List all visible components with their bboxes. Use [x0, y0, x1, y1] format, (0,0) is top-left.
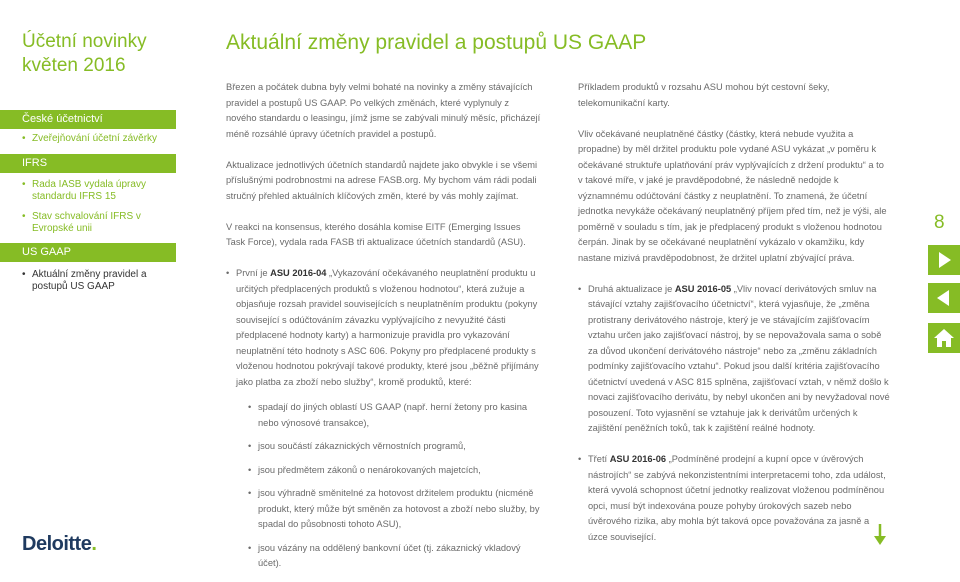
asu-2016-04-item	[226, 266, 541, 572]
deloitte-logo	[22, 533, 96, 556]
logo-dot: .	[91, 533, 97, 555]
examples-paragraph: Příkladem produktů v rozsahu ASU mohou být cestovní šeky, telekomunikační karty.	[578, 82, 830, 108]
logo-text: Deloitte	[22, 533, 92, 555]
next-arrow-icon	[928, 245, 960, 275]
right-column	[578, 80, 890, 561]
asu-2016-05-item	[578, 282, 890, 437]
asu-2016-06-item	[578, 452, 890, 545]
section-header-ifrs[interactable]: IFRS	[0, 154, 176, 173]
prev-arrow-icon	[928, 283, 960, 313]
exclusions-list	[236, 400, 541, 572]
asu-2016-04-pre: První je	[236, 268, 271, 278]
left-column	[226, 80, 541, 582]
page-number: 8	[934, 212, 945, 233]
fasb-paragraph: Aktualizace jednotlivých účetních standardů najdete jako obvykle i se všemi příslušnými podrobnostmi na adrese FASB.org. My bychom vám rádi podali stručný přehled aktuálních klíčových změn, které by vás mohly zajímat.	[226, 159, 538, 201]
prev-page-button[interactable]	[928, 283, 960, 313]
asu-2016-05-pre: Druhá aktualizace je	[588, 283, 675, 294]
sidebar-item-usgaap-current[interactable]: • Aktuální změny pravidel a postupů US GAAP	[22, 269, 172, 293]
asu-2016-06-text: „Podmíněné prodejní a kupní opce v úvěrových nástrojích“ se zabývá nekonzistentními interpretacemi toho, zda událost, která vyvolá schopnost účetní jednotky realizovat vloženou podmíněnou opci, musí být indexována pouze pohyby úrokových sazeb nebo úvěrového rizika, aby mohla být taková opce považována za jasně a úzce související.	[588, 454, 886, 542]
sidebar	[0, 0, 176, 582]
intro-paragraph: Březen a počátek dubna byly velmi bohaté na novinky a změny stávajících pravidel a postupů US GAAP. Po velkých změnách, které vyplynuly z nového standardu o leasingu, jímž jsme se zabývali minulý měsíc, přicházejí méně rozsáhlé úpravy účetních pravidel a postupů.	[226, 82, 541, 139]
newsletter-title-line2: květen 2016	[22, 55, 126, 76]
breakage-paragraph: Vliv očekávané neuplatněné částky (částky, která nebude využita a propadne) by měl držitel produktu pole vydané ASU vykázat „v poměru k očekávané struktuře uplatňování práv vyplývajících z držení produktu“ a to v takové míře, v jaké je pravděpodobné, že následně nedojde k významnému odúčtování částky z neuplatnění. To znamená, že účetní jednotka nevykáže očekávaný neuplatněný příjem před tím, než je výši, ale poměrně v souladu s tím, jak je předplacený produkt s vloženou hodnotou čerpán. Jinak by se očekávané neuplatnění vykázalo v okamžiku, kdy nastane mizivá pravděpodobnost, že držitel uplatní zbývající práva.	[578, 128, 887, 263]
exclusion-item: • spadají do jiných oblastí US GAAP (např. herní žetony pro kasina nebo výnosové transakce),	[248, 400, 541, 431]
down-arrow-icon[interactable]	[874, 524, 886, 546]
sidebar-item-zverejnovani[interactable]: • Zveřejňování účetní závěrky	[22, 133, 172, 145]
sidebar-item-ifrs-eu[interactable]: • Stav schvalování IFRS v Evropské unii	[22, 211, 172, 235]
exclusion-item: • jsou výhradně směnitelné za hotovost držitelem produktu (nicméně produkt, který může být směněn za hotovost a zboží nebo služby, by spadal do působnosti tohoto ASU),	[248, 486, 541, 533]
asu-2016-05-code: ASU 2016-05	[674, 283, 732, 294]
newsletter-title-line1: Účetní novinky	[22, 31, 147, 52]
next-page-button[interactable]	[928, 245, 960, 275]
home-icon	[928, 323, 960, 353]
asu-2016-04-code: ASU 2016-04	[270, 268, 327, 278]
home-button[interactable]	[928, 323, 960, 353]
asu-2016-06-pre: Třetí	[588, 454, 610, 464]
exclusion-item: • jsou součástí zákaznických věrnostních programů,	[248, 439, 541, 455]
sidebar-item-ifrs15[interactable]: • Rada IASB vydala úpravy standardu IFRS 15	[22, 179, 172, 203]
exclusion-item: • jsou vázány na oddělený bankovní účet (tj. zákaznický vkladový účet).	[248, 541, 541, 572]
eitf-paragraph: V reakci na konsensus, kterého dosáhla komise EITF (Emerging Issues Task Force), vydala rada FASB tři aktualizace účetních standardů (ASU).	[226, 221, 526, 247]
section-header-usgaap[interactable]: US GAAP	[0, 243, 176, 262]
asu-2016-06-code: ASU 2016-06	[609, 454, 667, 464]
page-title: Aktuální změny pravidel a postupů US GAAP	[226, 31, 647, 54]
asu-2016-04-text: „Vykazování očekávaného neuplatnění produktu u určitých předplacených produktů s vloženou hodnotou“, která zužuje a objasňuje rozsah pravidel souvisejících s neuplatněním produktu (pokyny související s odúčtováním závazku vyplývajícího z nevyužité části předplacené hodnoty karty) a harmonizuje pravidla pro vykazování neuplatnění této hodnoty s ASC 606. Pokyny pro předplacené produkty s vloženou hodnotou pokrývají takové produkty, které jsou „běžně přijímány jako platba za zboží nebo služby“, kromě produktů, které:	[236, 268, 539, 387]
newsletter-title	[22, 30, 147, 78]
exclusion-item: • jsou předmětem zákonů o nenárokovaných majetcích,	[248, 463, 541, 479]
asu-2016-05-text: „Vliv novací derivátových smluv na stávající vztahy zajišťovacího účetnictví“, která vyjasňuje, že „změna protistrany derivátového nástroje, který je ve stávajícím zajišťovacím vztahu určen jako zajišťovací nástroj, by se nepovažovala sama o sobě za důvod ukončení derivátového nástroje“ nebo za „změnu základních podmínky zajišťovacího vztahu“. Pokud jsou další kritéria zajišťovacího účetnictví uvedená v ASC 815 splněna, zajišťovací vztah, v němž došlo k novaci zajišťovacího derivátu, by nebyl ukončen ani by nevyžadoval nové posouzení. Toto vyjasnění se vztahuje jak k derivátům určených k zajištění peněžních toků, tak k zajištění reálné hodnoty.	[588, 283, 890, 433]
section-header-czech[interactable]: České účetnictví	[0, 110, 176, 129]
